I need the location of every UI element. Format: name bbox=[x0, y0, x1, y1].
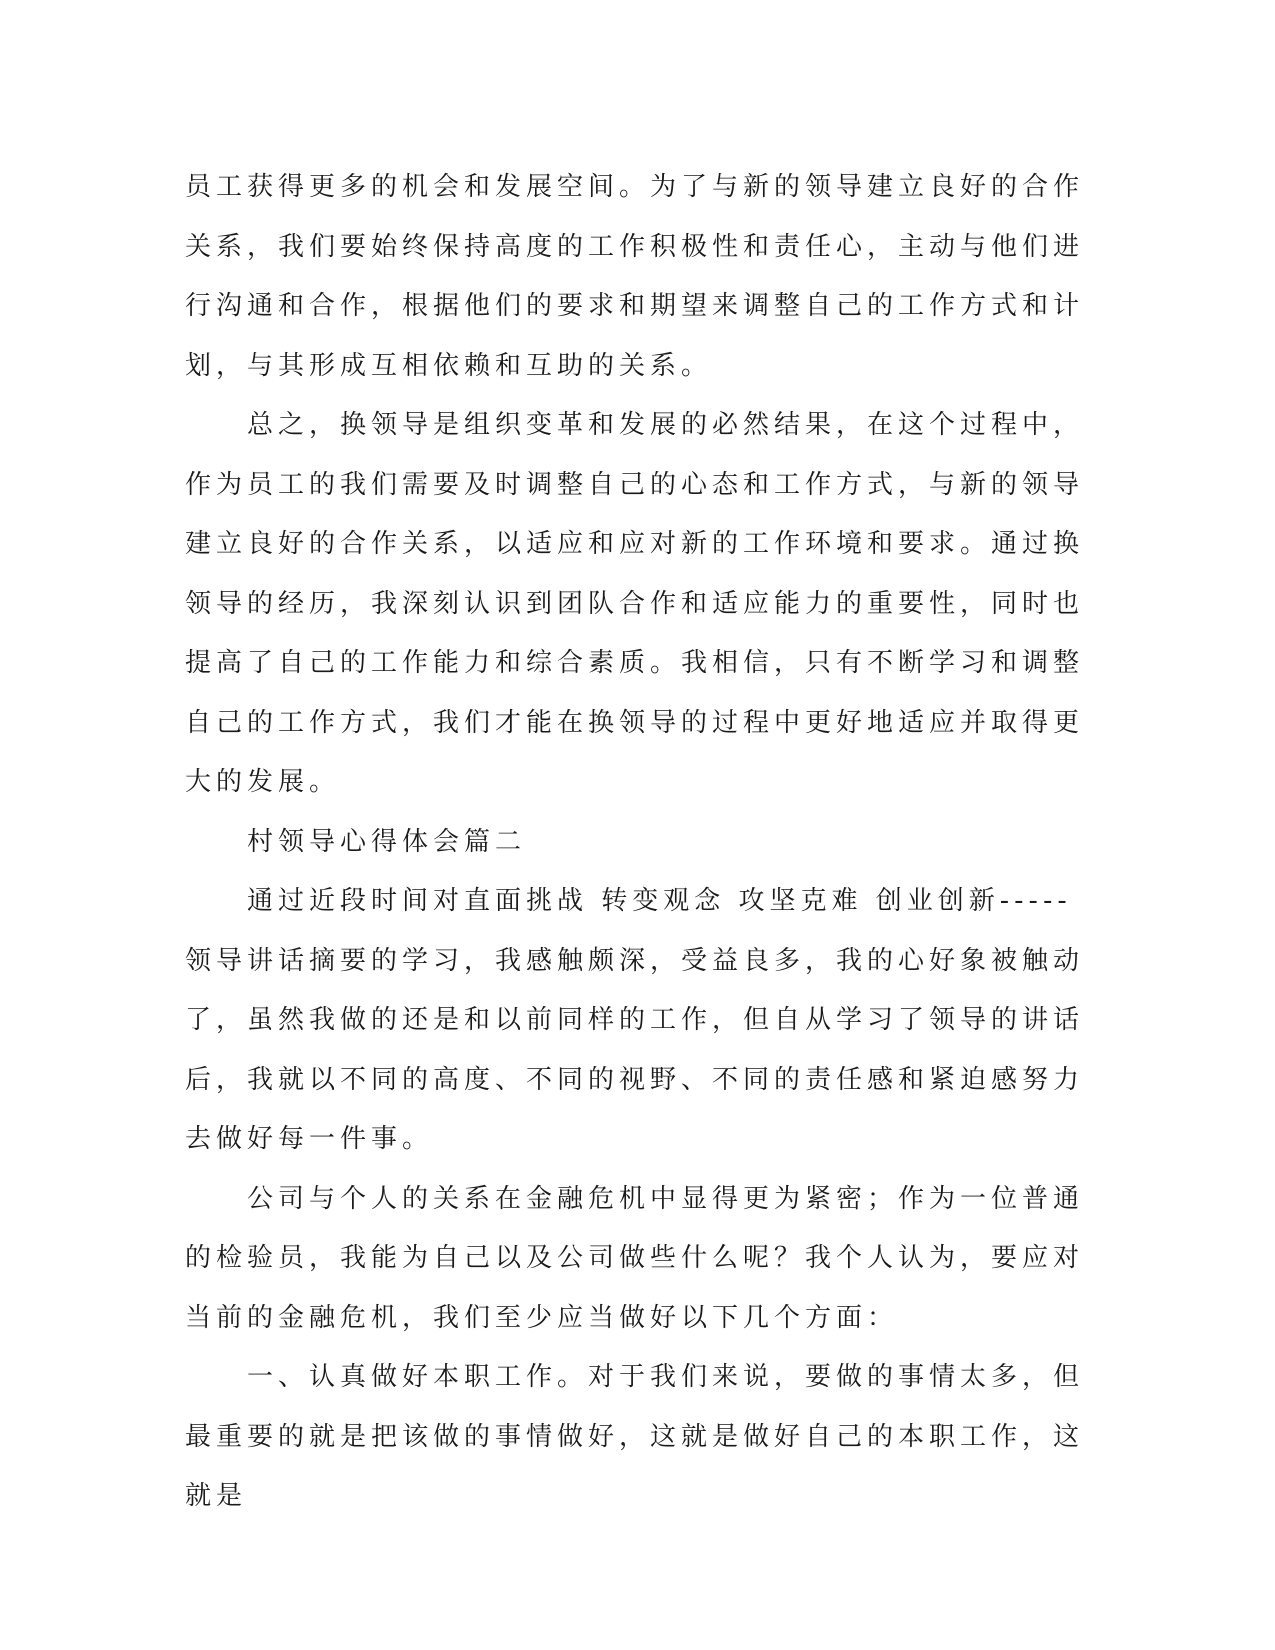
section-heading: 村领导心得体会篇二 bbox=[247, 826, 527, 857]
paragraph-study: 通过近段时间对直面挑战 转变观念 攻坚克难 创业创新-----领导讲话摘要的学习，我感触颇深，受益良多，我的心好象被触动了，虽然我做的还是和以前同样的工作，但自从学习了领导的讲话后，我就以不同的高度、不同的视野、不同的责任感和紧迫感努力去做好每一件事。 bbox=[185, 886, 1085, 1154]
paragraph-summary: 总之，换领导是组织变革和发展的必然结果，在这个过程中，作为员工的我们需要及时调整自己的心态和工作方式，与新的领导建立良好的合作关系，以适应和应对新的工作环境和要求。通过换领导的经历，我深刻认识到团队合作和适应能力的重要性，同时也提高了自己的工作能力和综合素质。我相信，只有不断学习和调整自己的工作方式，我们才能在换领导的过程中更好地适应并取得更大的发展。 bbox=[185, 410, 1085, 797]
paragraph-company: 公司与个人的关系在金融危机中显得更为紧密；作为一位普通的检验员，我能为自己以及公司做些什么呢？我个人认为，要应对当前的金融危机，我们至少应当做好以下几个方面： bbox=[185, 1183, 1085, 1333]
paragraph-continuation: 员工获得更多的机会和发展空间。为了与新的领导建立良好的合作关系，我们要始终保持高度的工作积极性和责任心，主动与他们进行沟通和合作，根据他们的要求和期望来调整自己的工作方式和计划，与其形成互相依赖和互助的关系。 bbox=[185, 172, 1085, 381]
paragraph-point-one: 一、认真做好本职工作。对于我们来说，要做的事情太多，但最重要的就是把该做的事情做好，这就是做好自己的本职工作，这就是 bbox=[185, 1362, 1085, 1511]
document-body bbox=[185, 158, 1085, 1527]
